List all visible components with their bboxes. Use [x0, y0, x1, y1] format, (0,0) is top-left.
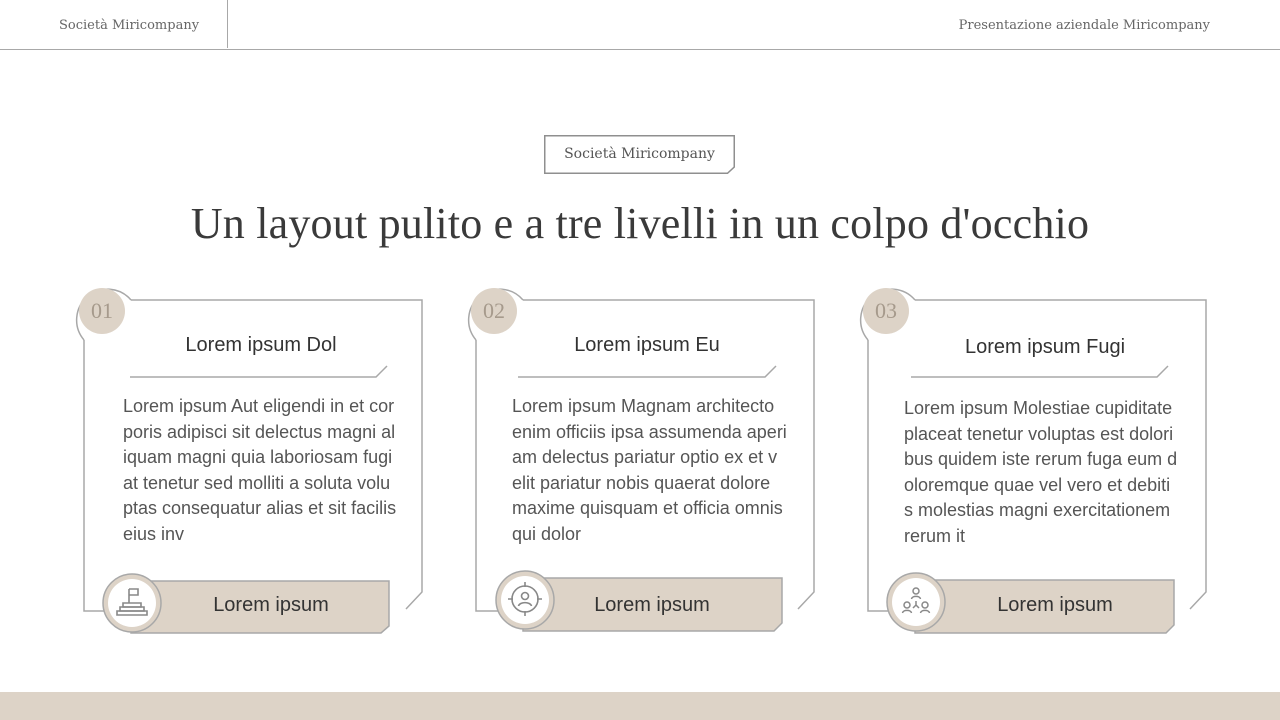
section-tag-label: Società Miricompany [564, 146, 715, 162]
card-body: Lorem ipsum Aut eligendi in et corporis adipisci sit delectus magni aliquam magni quia laboriosam fugiat tenetur sed molliti a soluta voluptas consequatur alias et sit facilis eius inv [123, 396, 397, 544]
header-bar [0, 0, 1280, 50]
section-tag [544, 135, 735, 174]
card-footer-label: Lorem ipsum [213, 594, 329, 616]
card-body: Lorem ipsum Molestiae cupiditate placeat tenetur voluptas est doloribus quidem iste rerum fuga eum doloremque quae vel vero et debitis molestias magni exercitationem rerum it [904, 398, 1178, 546]
card-1 [71, 276, 431, 638]
card-title: Lorem ipsum Dol [185, 334, 337, 356]
card-number: 01 [79, 288, 125, 334]
card-body: Lorem ipsum Magnam architecto enim officiis ipsa assumenda aperiam delectus pariatur optio ex et velit pariatur nobis quaerat dolore maxime quisquam et officia omnis qui dolor [512, 396, 787, 544]
presentation-name: Presentazione aziendale Miricompany [958, 18, 1210, 33]
card-3 [855, 276, 1215, 638]
card-number: 02 [471, 288, 517, 334]
team-hierarchy-icon [891, 576, 941, 626]
card-footer-label: Lorem ipsum [997, 594, 1113, 616]
card-title: Lorem ipsum Fugi [964, 336, 1126, 358]
card-2 [463, 276, 823, 638]
flag-podium-icon [107, 577, 157, 627]
card-footer-label: Lorem ipsum [594, 594, 710, 616]
company-name: Società Miricompany [59, 18, 200, 33]
page-title: Un layout pulito e a tre livelli in un colpo d'occhio [190, 199, 1090, 248]
footer-band [0, 692, 1280, 720]
user-target-icon [500, 574, 550, 624]
header-divider [227, 0, 228, 48]
card-number: 03 [863, 288, 909, 334]
card-title: Lorem ipsum Eu [574, 334, 720, 356]
